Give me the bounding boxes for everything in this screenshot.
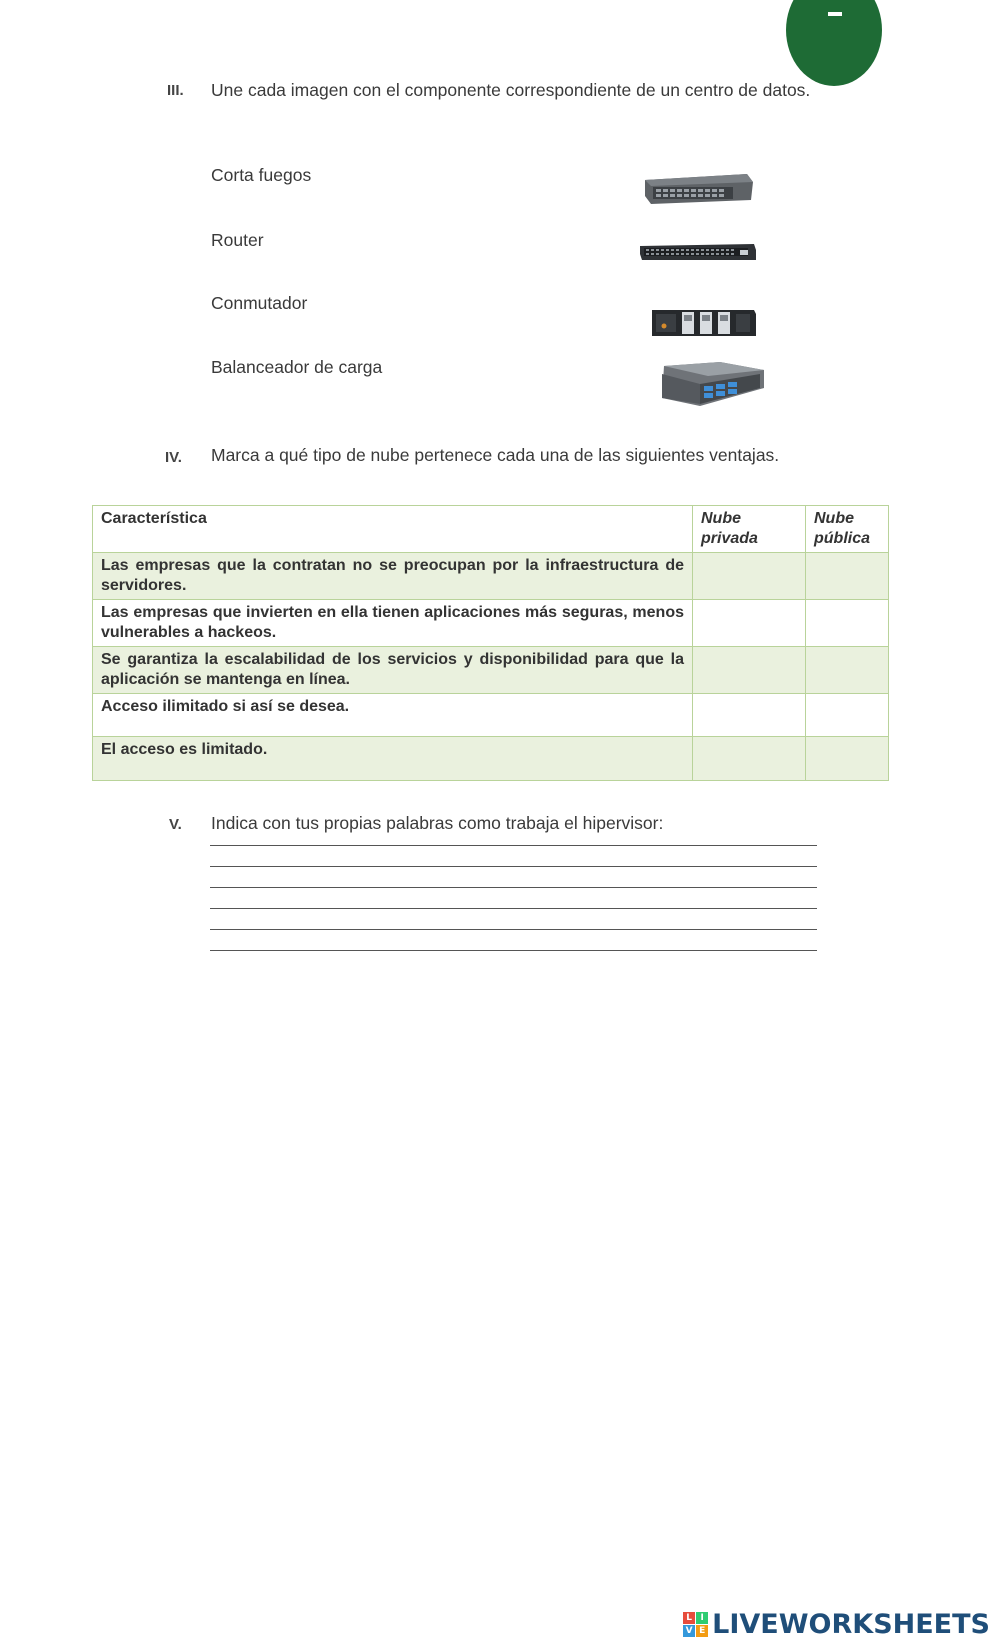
cloud-type-table: [92, 505, 889, 781]
cell-nube-privada[interactable]: [693, 737, 806, 781]
decorative-green-badge: [786, 0, 882, 86]
cell-nube-privada[interactable]: [693, 694, 806, 737]
brand-text: LIVEWORKSHEETS: [712, 1608, 990, 1640]
cell-nube-publica[interactable]: [806, 737, 889, 781]
answer-line[interactable]: [210, 887, 817, 888]
table-row: [93, 737, 889, 781]
table-row: [93, 694, 889, 737]
item-router[interactable]: Router: [211, 230, 264, 250]
item-balanceador-de-carga[interactable]: Balanceador de carga: [211, 357, 383, 377]
answer-line[interactable]: [210, 845, 817, 846]
table-header-row: [93, 506, 889, 553]
load-balancer-device-icon[interactable]: [660, 360, 766, 410]
cell-nube-publica[interactable]: [806, 553, 889, 600]
answer-line[interactable]: [210, 929, 817, 930]
section-iii-instruction: Une cada imagen con el componente correspondiente de un centro de datos.: [211, 80, 811, 100]
logo-letter: E: [696, 1625, 708, 1637]
logo-letter: L: [683, 1612, 695, 1624]
answer-line[interactable]: [210, 950, 817, 951]
logo-letter: I: [696, 1612, 708, 1624]
row-feature: Se garantiza la escalabilidad de los servicios y disponibilidad para que la aplicación se mantenga en línea.: [93, 647, 693, 694]
logo-letter: V: [683, 1625, 695, 1637]
table-row: [93, 600, 889, 647]
table-row: [93, 647, 889, 694]
answer-line[interactable]: [210, 866, 817, 867]
header-nube-privada: Nube privada: [693, 506, 806, 553]
switch-device-icon[interactable]: [643, 168, 755, 208]
section-iv-numeral: IV.: [165, 449, 182, 466]
firewall-device-icon[interactable]: [650, 306, 758, 340]
cell-nube-privada[interactable]: [693, 553, 806, 600]
cell-nube-privada[interactable]: [693, 647, 806, 694]
cell-nube-privada[interactable]: [693, 600, 806, 647]
answer-line[interactable]: [210, 908, 817, 909]
cell-nube-publica[interactable]: [806, 600, 889, 647]
section-iv-instruction: Marca a qué tipo de nube pertenece cada una de las siguientes ventajas.: [211, 445, 780, 465]
item-corta-fuegos[interactable]: Corta fuegos: [211, 165, 312, 185]
row-feature: El acceso es limitado.: [93, 737, 693, 781]
liveworksheets-logo-icon: [683, 1612, 708, 1637]
rack-switch-icon[interactable]: [638, 240, 758, 264]
row-feature: Las empresas que la contratan no se preocupan por la infraestructura de servidores.: [93, 553, 693, 600]
row-feature: Las empresas que invierten en ella tienen aplicaciones más seguras, menos vulnerables a hackeos.: [93, 600, 693, 647]
cell-nube-publica[interactable]: [806, 694, 889, 737]
section-v-numeral: V.: [169, 816, 182, 833]
row-feature: Acceso ilimitado si así se desea.: [93, 694, 693, 737]
section-iii-numeral: III.: [167, 82, 184, 99]
item-conmutador[interactable]: Conmutador: [211, 293, 308, 313]
header-caracteristica: Característica: [93, 506, 693, 553]
table-row: [93, 553, 889, 600]
liveworksheets-brand: [683, 1608, 990, 1640]
cell-nube-publica[interactable]: [806, 647, 889, 694]
header-nube-publica: Nube pública: [806, 506, 889, 553]
section-v-instruction: Indica con tus propias palabras como trabaja el hipervisor:: [211, 813, 664, 833]
